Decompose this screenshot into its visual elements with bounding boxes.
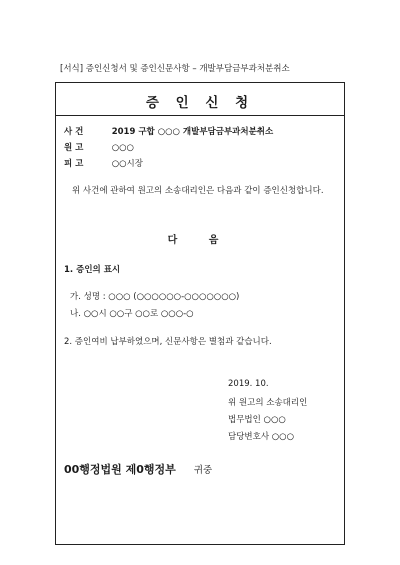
- item-2-text: 2. 증인여비 납부하였으며, 신문사항은 별첨과 같습니다.: [64, 337, 272, 347]
- addressee-line: [64, 461, 212, 477]
- defendant-value: ○○시장: [111, 159, 143, 169]
- case-value: 2019 구합 ○○○ 개발부담금부과처분취소: [111, 127, 274, 137]
- witness-name: 가. 성명 : ○○○ (○○○○○○-○○○○○○○): [70, 292, 240, 302]
- document-heading: [서식] 증인신청서 및 증인신문사항 – 개발부담금부과처분취소: [60, 64, 290, 74]
- form-frame: [55, 82, 345, 545]
- case-row: [64, 125, 273, 137]
- section-heading: 다 음: [167, 235, 233, 246]
- signer-line-2: 법무법인 ○○○: [228, 415, 286, 425]
- witness-address: 나. ○○시 ○○구 ○○로 ○○○-○: [70, 309, 194, 319]
- plaintiff-label: 원 고: [64, 143, 84, 153]
- court-name: 00행정법원 제0행정부: [64, 463, 176, 476]
- plaintiff-row: [64, 141, 134, 153]
- signer-line-1: 위 원고의 소송대리인: [228, 398, 308, 408]
- addressee-suffix: 귀중: [193, 465, 213, 476]
- plaintiff-value: ○○○: [111, 143, 134, 153]
- defendant-label: 피 고: [64, 159, 84, 169]
- date-line: 2019. 10.: [228, 379, 269, 389]
- intro-paragraph: 위 사건에 관하여 원고의 소송대리인은 다음과 같이 증인신청합니다.: [72, 186, 324, 196]
- document-title: 증 인 신 청: [145, 95, 255, 111]
- case-label: 사 건: [64, 127, 84, 137]
- defendant-row: [64, 157, 143, 169]
- title-divider: [56, 115, 344, 116]
- signer-line-3: 담당변호사 ○○○: [228, 432, 295, 442]
- witness-heading: 1. 증인의 표시: [64, 265, 121, 275]
